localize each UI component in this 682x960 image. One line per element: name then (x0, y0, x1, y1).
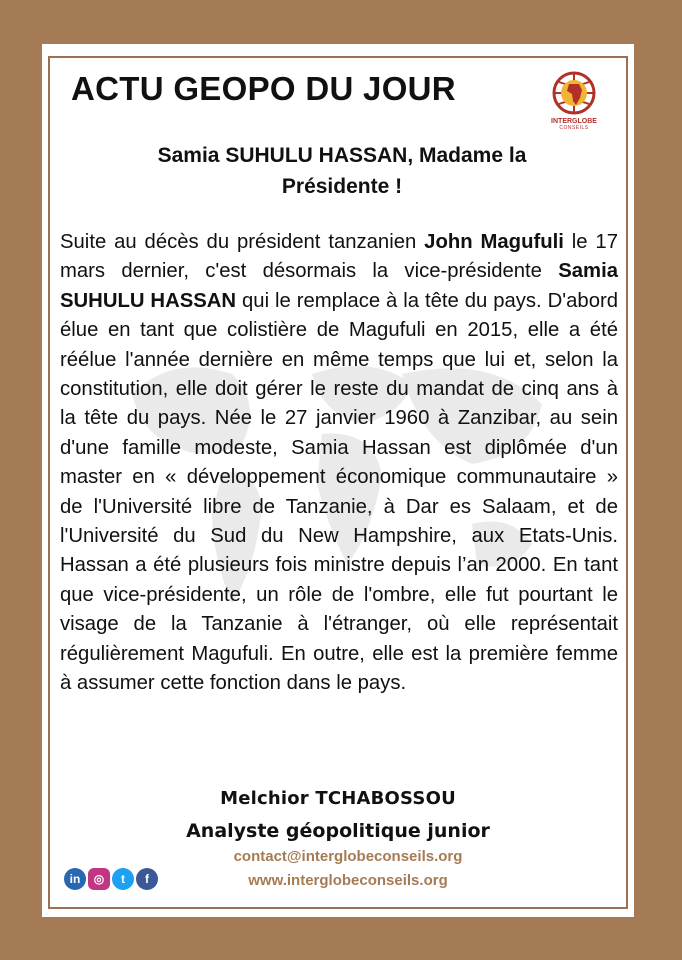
body-bold-john-magufuli: John Magufuli (424, 231, 564, 253)
article-title (102, 140, 582, 202)
interglobe-logo (545, 68, 599, 140)
article-body (60, 228, 618, 699)
contact-email[interactable]: contact@interglobeconseils.org (233, 848, 463, 865)
article-card (42, 44, 634, 917)
body-bold-samia-hassan: Samia SUHULU HASSAN (60, 260, 618, 312)
author-name: Melchior TCHABOSSOU (220, 788, 456, 809)
logo-subtitle: CONSEILS (559, 125, 589, 131)
linkedin-icon[interactable]: in (64, 868, 86, 890)
globe-africa-icon (545, 68, 603, 118)
instagram-icon[interactable]: ◎ (88, 868, 110, 890)
article-title-line1: Samia SUHULU HASSAN, Madame la (157, 144, 527, 167)
article-title-line2: Présidente ! (281, 175, 403, 198)
author-role: Analyste géopolitique junior (186, 820, 490, 842)
body-text-1: Suite au décès du président tanzanien (60, 231, 425, 253)
body-text-2: le 17 mars dernier, c'est désormais la vice-présidente (60, 231, 618, 283)
website-link[interactable]: www.interglobeconseils.org (248, 872, 448, 889)
facebook-icon[interactable]: f (136, 868, 158, 890)
logo-name: INTERGLOBE (551, 118, 597, 125)
page-title: ACTU GEOPO DU JOUR (71, 70, 456, 107)
body-text-3: qui le remplace à la tête du pays. D'abord élue en tant que colistière de Magufuli en 2015, elle a été réélue l'année dernière en même temps que lui et, selon la constitution, elle doit gérer le reste du mandat de cinq ans à la tête du pays. Née le 27 janvier 1960 à Zanzibar, au sein d'une famille modeste, Samia Hassan est diplômée d'un master en « développement économique communautaire » de l'Université libre de Tanzanie, à Dar es Salaam, et de l'Université du Sud du New Hampshire, aux Etats-Unis. Hassan a été plusieurs fois ministre depuis l’an 2000. En tant que vice-présidente, un rôle de l'ombre, elle fut pourtant le visage de la Tanzanie à l'étranger, où elle représentait régulièrement Magufuli. En outre, elle est la première femme à assumer cette fonction dans le pays. (60, 289, 619, 695)
twitter-icon[interactable]: t (112, 868, 134, 890)
